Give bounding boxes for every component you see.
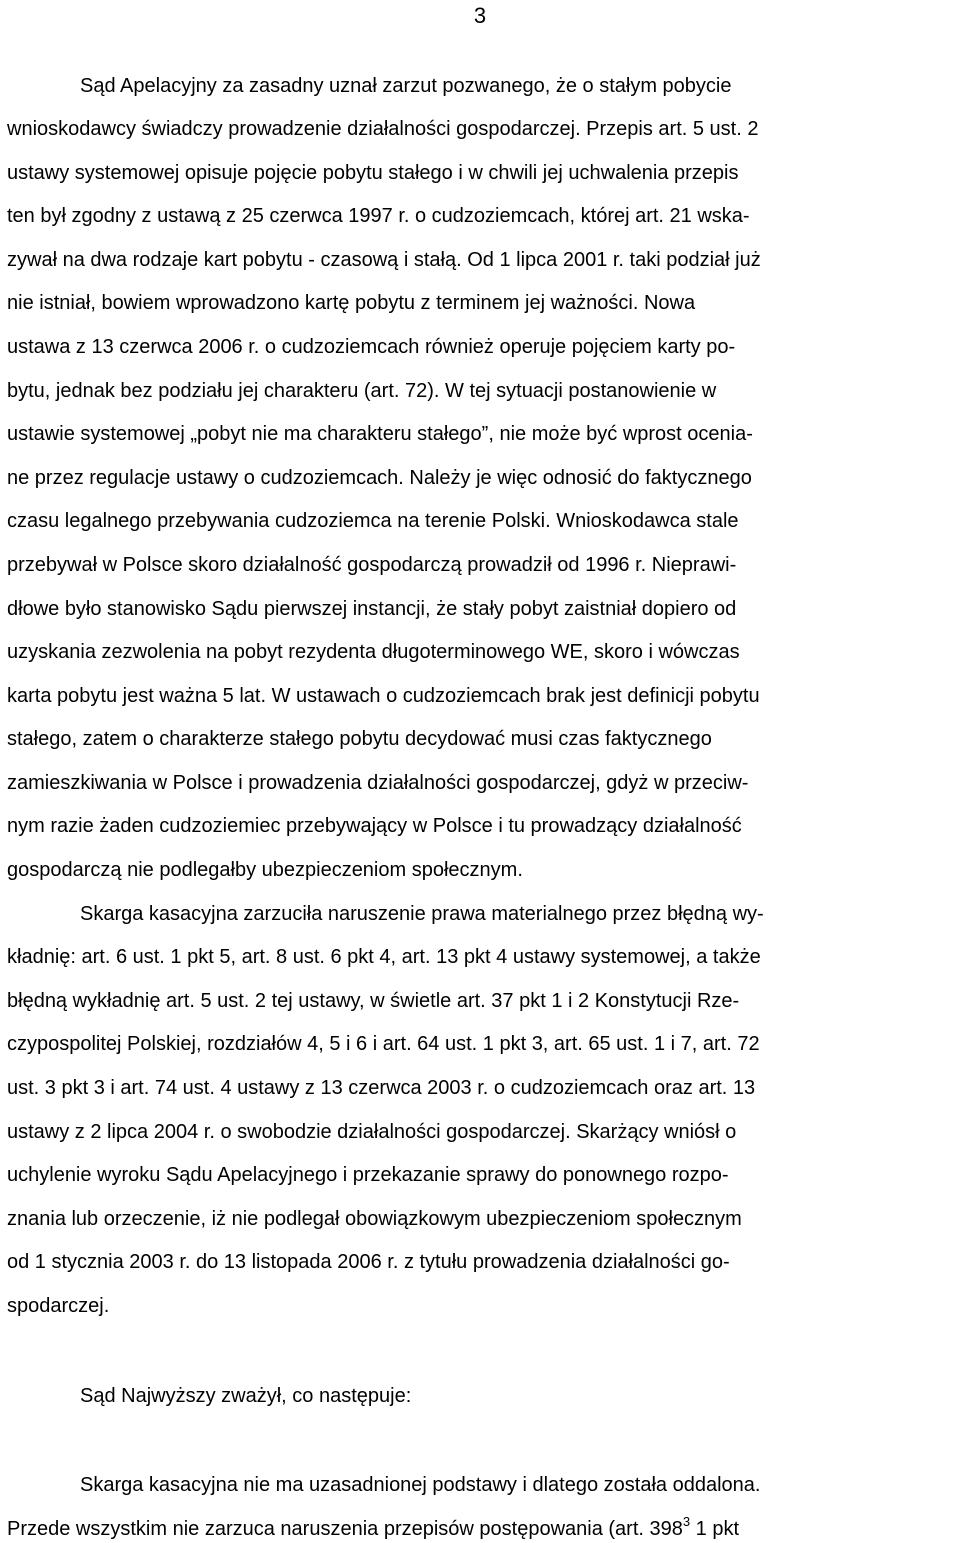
text-line: ustawy systemowej opisuje pojęcie pobytu stałego i w chwili jej uchwalenia przepis [7, 162, 739, 184]
text-fragment: Przede wszystkim nie zarzuca naruszenia przepisów postępowania (art. 398 [7, 1518, 683, 1540]
text-line: dłowe było stanowisko Sądu pierwszej instancji, że stały pobyt zaistniał dopiero od [7, 598, 737, 620]
text-line: spodarczej. [7, 1295, 110, 1317]
text-line: stałego, zatem o charakterze stałego pobytu decydować musi czas faktycznego [7, 728, 712, 750]
text-line: ust. 3 pkt 3 i art. 74 ust. 4 ustawy z 13 czerwca 2003 r. o cudzoziemcach oraz art. 13 [7, 1077, 756, 1099]
text-line: błędną wykładnię art. 5 ust. 2 tej ustawy, w świetle art. 37 pkt 1 i 2 Konstytucji Rze- [7, 990, 740, 1012]
text-line: czasu legalnego przebywania cudzoziemca na terenie Polski. Wnioskodawca stale [7, 510, 739, 532]
text-line: nym razie żaden cudzoziemiec przebywający w Polsce i tu prowadzący działalność [7, 815, 742, 837]
text-line: ustawie systemowej „pobyt nie ma charakteru stałego”, nie może być wprost ocenia- [7, 423, 753, 445]
text-line: bytu, jednak bez podziału jej charakteru (art. 72). W tej sytuacji postanowienie w [7, 380, 717, 402]
text-line-last [7, 1515, 739, 1543]
text-line: ten był zgodny z ustawą z 25 czerwca 1997 r. o cudzoziemcach, której art. 21 wska- [7, 205, 750, 227]
text-line: karta pobytu jest ważna 5 lat. W ustawach o cudzoziemcach brak jest definicji pobytu [7, 685, 760, 707]
text-line: zywał na dwa rodzaje kart pobytu - czasową i stałą. Od 1 lipca 2001 r. taki podział już [7, 249, 761, 271]
superscript: 3 [682, 1514, 691, 1529]
text-line: uchylenie wyroku Sądu Apelacyjnego i przekazanie sprawy do ponownego rozpo- [7, 1164, 729, 1186]
text-line: zamieszkiwania w Polsce i prowadzenia działalności gospodarczej, gdyż w przeciw- [7, 772, 749, 794]
text-line: czypospolitej Polskiej, rozdziałów 4, 5 i 6 i art. 64 ust. 1 pkt 3, art. 65 ust. 1 i 7, art. 72 [7, 1033, 760, 1055]
text-line: nie istniał, bowiem wprowadzono kartę pobytu z terminem jej ważności. Nowa [7, 292, 696, 314]
text-line: przebywał w Polsce skoro działalność gospodarczą prowadził od 1996 r. Nieprawi- [7, 554, 737, 576]
text-line: gospodarczą nie podlegałby ubezpieczeniom społecznym. [7, 859, 523, 881]
text-line: ustawy z 2 lipca 2004 r. o swobodzie działalności gospodarczej. Skarżący wniósł o [7, 1121, 737, 1143]
section-heading: Sąd Najwyższy zważył, co następuje: [80, 1385, 412, 1407]
text-line: wnioskodawcy świadczy prowadzenie działalności gospodarczej. Przepis art. 5 ust. 2 [7, 118, 759, 140]
page-number: 3 [473, 3, 487, 28]
text-line: ustawa z 13 czerwca 2006 r. o cudzoziemcach również operuje pojęciem karty po- [7, 336, 736, 358]
text-line: kładnię: art. 6 ust. 1 pkt 5, art. 8 ust. 6 pkt 4, art. 13 pkt 4 ustawy systemowej, a także [7, 946, 761, 968]
text-line: uzyskania zezwolenia na pobyt rezydenta długoterminowego WE, skoro i wówczas [7, 641, 740, 663]
text-line: znania lub orzeczenie, iż nie podlegał obowiązkowym ubezpieczeniom społecznym [7, 1208, 742, 1230]
text-line: od 1 stycznia 2003 r. do 13 listopada 2006 r. z tytułu prowadzenia działalności go- [7, 1251, 730, 1273]
text-line: Skarga kasacyjna zarzuciła naruszenie prawa materialnego przez błędną wy- [80, 903, 764, 925]
text-line: Skarga kasacyjna nie ma uzasadnionej podstawy i dlatego została oddalona. [80, 1474, 761, 1496]
text-line: ne przez regulacje ustawy o cudzoziemcach. Należy je więc odnosić do faktycznego [7, 467, 752, 489]
text-line: Sąd Apelacyjny za zasadny uznał zarzut pozwanego, że o stałym pobycie [80, 75, 732, 97]
text-fragment: 1 pkt [690, 1518, 740, 1540]
